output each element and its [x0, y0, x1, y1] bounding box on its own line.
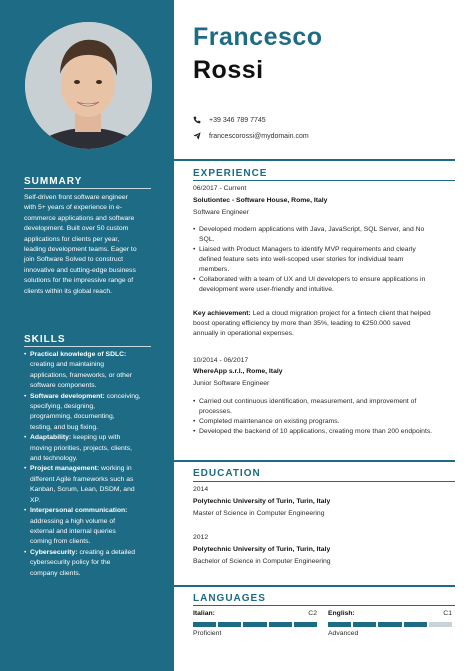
bullet-line: • Completed maintenance on existing programs. — [199, 418, 340, 425]
language-level-segment — [378, 622, 401, 627]
languages-divider — [174, 585, 455, 587]
education-school: Polytechnic University of Turin, Turin, Italy — [193, 546, 331, 553]
job-bullet — [193, 225, 457, 245]
job-bullet — [193, 397, 457, 417]
language-level-segment — [193, 622, 216, 627]
bullet-line: • Liaised with Product Managers to identify MVP requirements and clearly — [199, 246, 416, 253]
skill-line: cybersecurity policy for the — [30, 559, 111, 567]
key-achievement — [193, 309, 455, 339]
summary-line: solutions for the impressive range of — [24, 277, 134, 285]
bullet-line: development were user-friendly and intuitive. — [199, 286, 334, 293]
summary-line: commerce applications and software — [24, 214, 135, 222]
skill-line: coming from clients. — [30, 538, 91, 546]
language-level-segment — [328, 622, 351, 627]
skill-line: different Agile frameworks such as — [30, 475, 134, 483]
languages-heading: LANGUAGES — [193, 593, 266, 604]
job-dates: 06/2017 - Current — [193, 185, 247, 192]
skill-item — [24, 506, 152, 548]
phone-number: +39 346 789 7745 — [209, 116, 266, 124]
bullet-line: processes. — [199, 408, 232, 415]
skill-name: Interpersonal communication: — [30, 507, 128, 515]
bullet-line: • Collaborated with a team of UX and UI developers to ensure applications in — [199, 276, 426, 283]
bullet-line: • Developed modern applications with Java, JavaScript, SQL Server, and No — [199, 226, 425, 233]
education-degree: Bachelor of Science in Computer Engineering — [193, 558, 331, 565]
sidebar — [0, 0, 174, 671]
skill-name: Adaptability: — [30, 434, 72, 442]
language-level-segment — [429, 622, 452, 627]
skill-line: programming, documenting, — [30, 413, 115, 421]
language-name: English: — [328, 610, 355, 617]
summary-line: join Software Solved to construct — [24, 256, 123, 264]
skill-name: Cybersecurity: — [30, 548, 78, 556]
job-role: Junior Software Engineer — [193, 380, 270, 387]
experience-underline — [193, 180, 455, 181]
experience-heading: EXPERIENCE — [193, 168, 268, 179]
job-bullet — [193, 275, 457, 295]
skills-list — [24, 350, 152, 579]
job-dates: 10/2014 - 06/2017 — [193, 357, 249, 364]
summary-line: applications for clients per year, — [24, 235, 120, 243]
skills-heading: SKILLS — [24, 334, 66, 345]
languages-underline — [193, 605, 455, 606]
summary-line: development. Built over 50 custom — [24, 225, 129, 233]
summary-line: with 5+ years of experience in e- — [24, 204, 123, 212]
achievement-line: boost operating efficiency by more than 35%, leading to €250.000 saved — [193, 320, 411, 327]
profile-photo — [25, 22, 152, 149]
education-heading: EDUCATION — [193, 468, 261, 479]
skill-item — [24, 350, 152, 392]
send-icon — [193, 132, 201, 140]
summary-line: Self-driven front software engineer — [24, 194, 128, 201]
language-level-segment — [218, 622, 241, 627]
skill-lead: working in — [101, 465, 132, 473]
language-level-bar — [193, 622, 317, 627]
education-year: 2012 — [193, 534, 209, 541]
language-level-segment — [294, 622, 317, 627]
job-bullets — [193, 397, 457, 437]
language-level-segment — [269, 622, 292, 627]
summary-line: innovative and cutting-edge business — [24, 266, 136, 274]
phone-icon — [193, 116, 201, 124]
bullet-line: • Carried out continuous identification, measurement, and improvement of — [199, 398, 417, 405]
email-contact — [193, 132, 309, 140]
skill-line: testing, and bug fixing. — [30, 423, 99, 431]
education-divider — [174, 460, 455, 462]
language-row-italian — [193, 610, 317, 617]
language-level-segment — [353, 622, 376, 627]
summary-line: clients within its global reach. — [24, 287, 113, 295]
skill-name: Practical knowledge of SDLC: — [30, 351, 127, 358]
language-name: Italian: — [193, 610, 215, 617]
summary-heading: SUMMARY — [24, 176, 83, 187]
summary-text — [24, 193, 151, 297]
skill-name: Software development: — [30, 392, 105, 400]
skill-line: software components. — [30, 382, 97, 390]
skill-line: company clients. — [30, 569, 81, 577]
language-row-english — [328, 610, 452, 617]
skill-line: specifying, designing, — [30, 403, 95, 411]
language-proficiency: Advanced — [328, 630, 359, 637]
bullet-line: SQL. — [199, 236, 215, 243]
skill-lead: creating a detailed — [79, 548, 136, 556]
achievement-line: annually in operational expenses. — [193, 330, 294, 337]
skill-item — [24, 392, 152, 434]
bullet-line: • Developed the backend of 10 applications, creating more than 200 endpoints. — [199, 428, 433, 435]
skill-line: XP. — [30, 496, 41, 504]
skill-lead: keeping up with — [73, 434, 121, 442]
job-bullets — [193, 225, 457, 295]
skill-line: external and internal queries — [30, 527, 116, 535]
skill-item — [24, 433, 152, 464]
bullet-line: members. — [199, 266, 230, 273]
email-address[interactable]: francescorossi@mydomain.com — [209, 132, 309, 140]
language-level: C1 — [443, 610, 452, 617]
skill-line: Kanban, Scrum, Lean, DSDM, and — [30, 486, 135, 494]
first-name: Francesco — [193, 23, 323, 51]
skill-line: moving priorities, projects, clients, — [30, 444, 132, 452]
job-company: Solutiontec - Software House, Rome, Italy — [193, 197, 328, 204]
job-role: Software Engineer — [193, 209, 249, 216]
phone-contact — [193, 116, 266, 124]
job-bullet — [193, 427, 457, 437]
last-name: Rossi — [193, 56, 264, 84]
achievement-label: Key achievement: — [193, 310, 251, 317]
skill-name: Project management: — [30, 465, 100, 473]
achievement-line: Led a cloud migration project for a fintech client that helped — [252, 310, 431, 317]
bullet-line: defined feature sets into well-scoped user stories for individual team — [199, 256, 404, 263]
summary-divider — [24, 188, 151, 189]
skill-line: applications, frameworks, or other — [30, 371, 132, 379]
education-degree: Master of Science in Computer Engineering — [193, 510, 325, 517]
skill-line: addressing a high volume of — [30, 517, 116, 525]
skill-line: creating and maintaining — [30, 361, 105, 369]
skills-divider — [24, 346, 151, 347]
skill-item — [24, 464, 152, 506]
job-bullet — [193, 417, 457, 427]
language-level-segment — [404, 622, 427, 627]
education-underline — [193, 481, 455, 482]
education-school: Polytechnic University of Turin, Turin, Italy — [193, 498, 331, 505]
language-level-segment — [243, 622, 266, 627]
education-year: 2014 — [193, 486, 209, 493]
skill-item — [24, 548, 152, 579]
language-level-bar — [328, 622, 452, 627]
skill-line: and technology. — [30, 455, 78, 463]
language-level: C2 — [308, 610, 317, 617]
job-bullet — [193, 245, 457, 275]
experience-divider — [174, 159, 455, 161]
summary-line: leading development teams. Eager to — [24, 246, 137, 254]
skill-lead: conceiving, — [106, 392, 141, 400]
portrait-image — [25, 22, 152, 149]
job-company: WhereApp s.r.l., Rome, Italy — [193, 368, 283, 375]
language-proficiency: Proficient — [193, 630, 222, 637]
